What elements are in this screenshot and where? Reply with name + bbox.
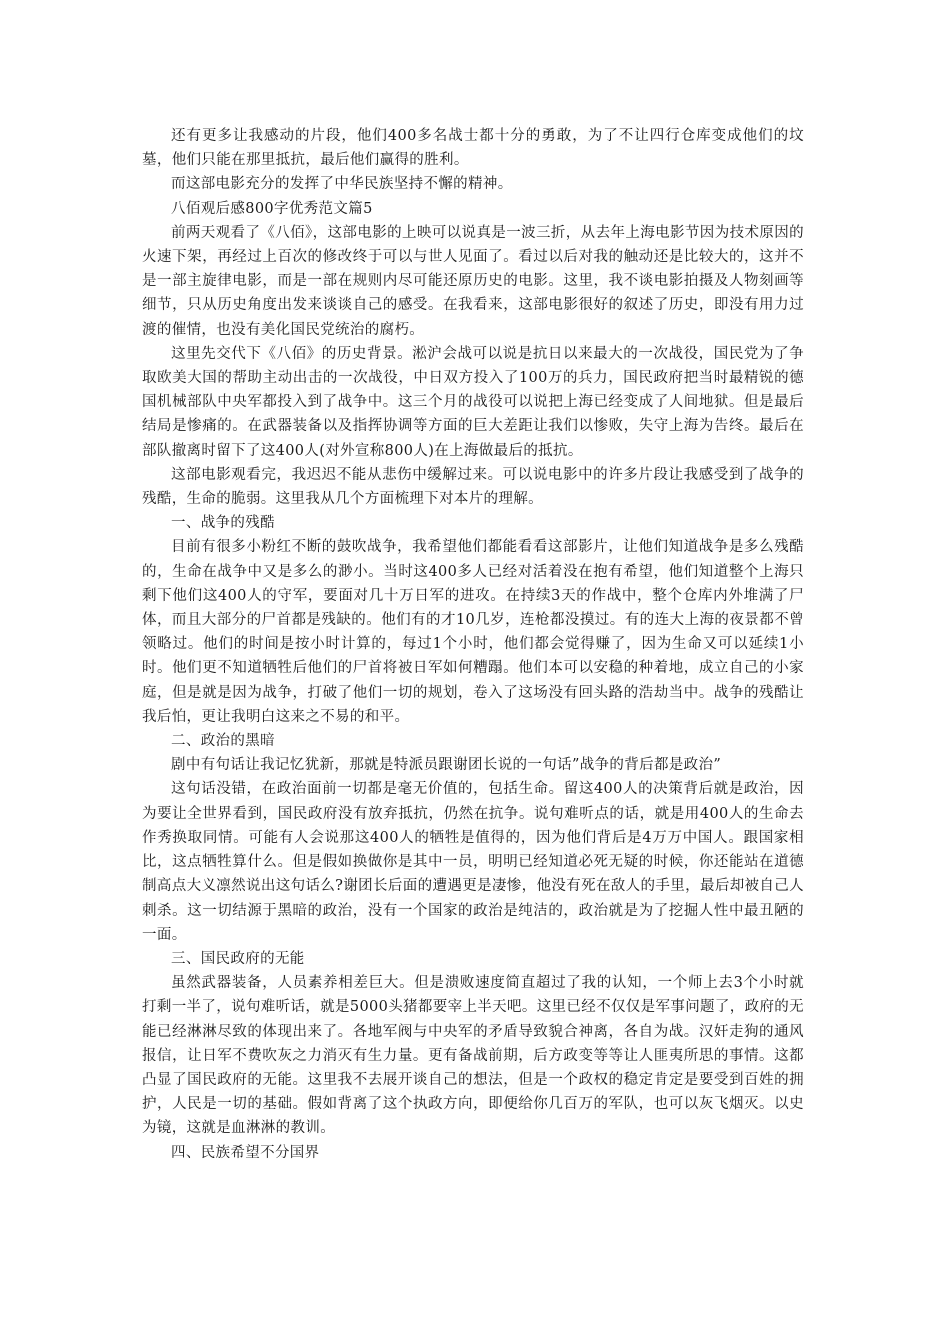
paragraph: 目前有很多小粉红不断的鼓吹战争，我希望他们都能看看这部影片，让他们知道战争是多么残酷的，生命在战争中又是多么的渺小。当时这400多人已经对活着没在抱有希望，他们知道整个上海只剩下他们这400人的守军，要面对几十万日军的进攻。在持续3天的作战中，整个仓库内外堆满了尸体，而且大部分的尸首都是残缺的。他们有的才10几岁，连枪都没摸过。有的连大上海的夜景都不曾领略过。他们的时间是按小时计算的，每过1个小时，他们都会觉得赚了，因为生命又可以延续1小时。他们更不知道牺牲后他们的尸首将被日军如何糟蹋。他们本可以安稳的种着地，成立自己的小家庭，但是就是因为战争，打破了他们一切的规划，卷入了这场没有回头路的浩劫当中。战争的残酷让我后怕，更让我明白这来之不易的和平。	[142, 539, 804, 725]
paragraph: 而这部电影充分的发挥了中华民族坚持不懈的精神。	[171, 176, 513, 193]
paragraph: 这部电影观看完，我迟迟不能从悲伤中缓解过来。可以说电影中的许多片段让我感受到了战争的残酷，生命的脆弱。这里我从几个方面梳理下对本片的理解。	[142, 466, 804, 508]
section-heading: 一、战争的残酷	[171, 515, 275, 532]
paragraph: 前两天观看了《八佰》，这部电影的上映可以说真是一波三折，从去年上海电影节因为技术原因的火速下架，再经过上百次的修改终于可以与世人见面了。看过以后对我的触动还是比较大的，这并不是一部主旋律电影，而是一部在规则内尽可能还原历史的电影。这里，我不谈电影拍摄及人物刻画等细节，只从历史角度出发来谈谈自己的感受。在我看来，这部电影很好的叙述了历史，即没有用力过渡的催情，也没有美化国民党统治的腐朽。	[142, 224, 804, 338]
paragraph: 这里先交代下《八佰》的历史背景。淞沪会战可以说是抗日以来最大的一次战役，国民党为了争取欧美大国的帮助主动出击的一次战役，中日双方投入了100万的兵力，国民政府把当时最精锐的德国机械部队中央军都投入到了战争中。这三个月的战役可以说把上海已经变成了人间地狱。但是最后结局是惨痛的。在武器装备以及指挥协调等方面的巨大差距让我们以惨败，失守上海为告终。最后在部队撤离时留下了这400人(对外宣称800人)在上海做最后的抵抗。	[142, 345, 804, 459]
paragraph: 虽然武器装备，人员素养相差巨大。但是溃败速度简直超过了我的认知，一个师上去3个小时就打剩一半了，说句难听话，就是5000头猪都要宰上半天吧。这里已经不仅仅是军事问题了，政府的无能已经淋淋尽致的体现出来了。各地军阀与中央军的矛盾导致貌合神离，各自为战。汉奸走狗的通风报信，让日军不费吹灰之力消灭有生力量。更有备战前期，后方政变等等让人匪夷所思的事情。这都凸显了国民政府的无能。这里我不去展开谈自己的想法，但是一个政权的稳定肯定是要受到百姓的拥护，人民是一切的基础。假如背离了这个执政方向，即便给你几百万的军队，也可以灰飞烟灭。以史为镜，这就是血淋淋的教训。	[142, 975, 804, 1137]
paragraph: 这句话没错，在政治面前一切都是毫无价值的，包括生命。留这400人的决策背后就是政治，因为要让全世界看到，国民政府没有放弃抵抗，仍然在抗争。说句难听点的话，就是用400人的生命去作秀换取同情。可能有人会说那这400人的牺牲是值得的，因为他们背后是4万万中国人。跟国家相比，这点牺牲算什么。但是假如换做你是其中一员，明明已经知道必死无疑的时候，你还能站在道德制高点大义凛然说出这句话么?谢团长后面的遭遇更是凄惨，他没有死在敌人的手里，最后却被自己人刺杀。这一切结源于黑暗的政治，没有一个国家的政治是纯洁的，政治就是为了挖掘人性中最丑陋的一面。	[142, 781, 804, 943]
section-heading: 二、政治的黑暗	[171, 733, 275, 750]
paragraph: 还有更多让我感动的片段，他们400多名战士都十分的勇敢，为了不让四行仓库变成他们的坟墓，他们只能在那里抵抗，最后他们赢得的胜利。	[142, 128, 804, 169]
section-heading: 四、民族希望不分国界	[171, 1144, 320, 1161]
document-page	[142, 124, 804, 1165]
paragraph: 剧中有句话让我记忆犹新，那就是特派员跟谢团长说的一句话”战争的背后都是政治”	[171, 757, 722, 774]
section-heading: 三、国民政府的无能	[171, 950, 305, 967]
section-title: 八佰观后感800字优秀范文篇5	[171, 200, 373, 217]
